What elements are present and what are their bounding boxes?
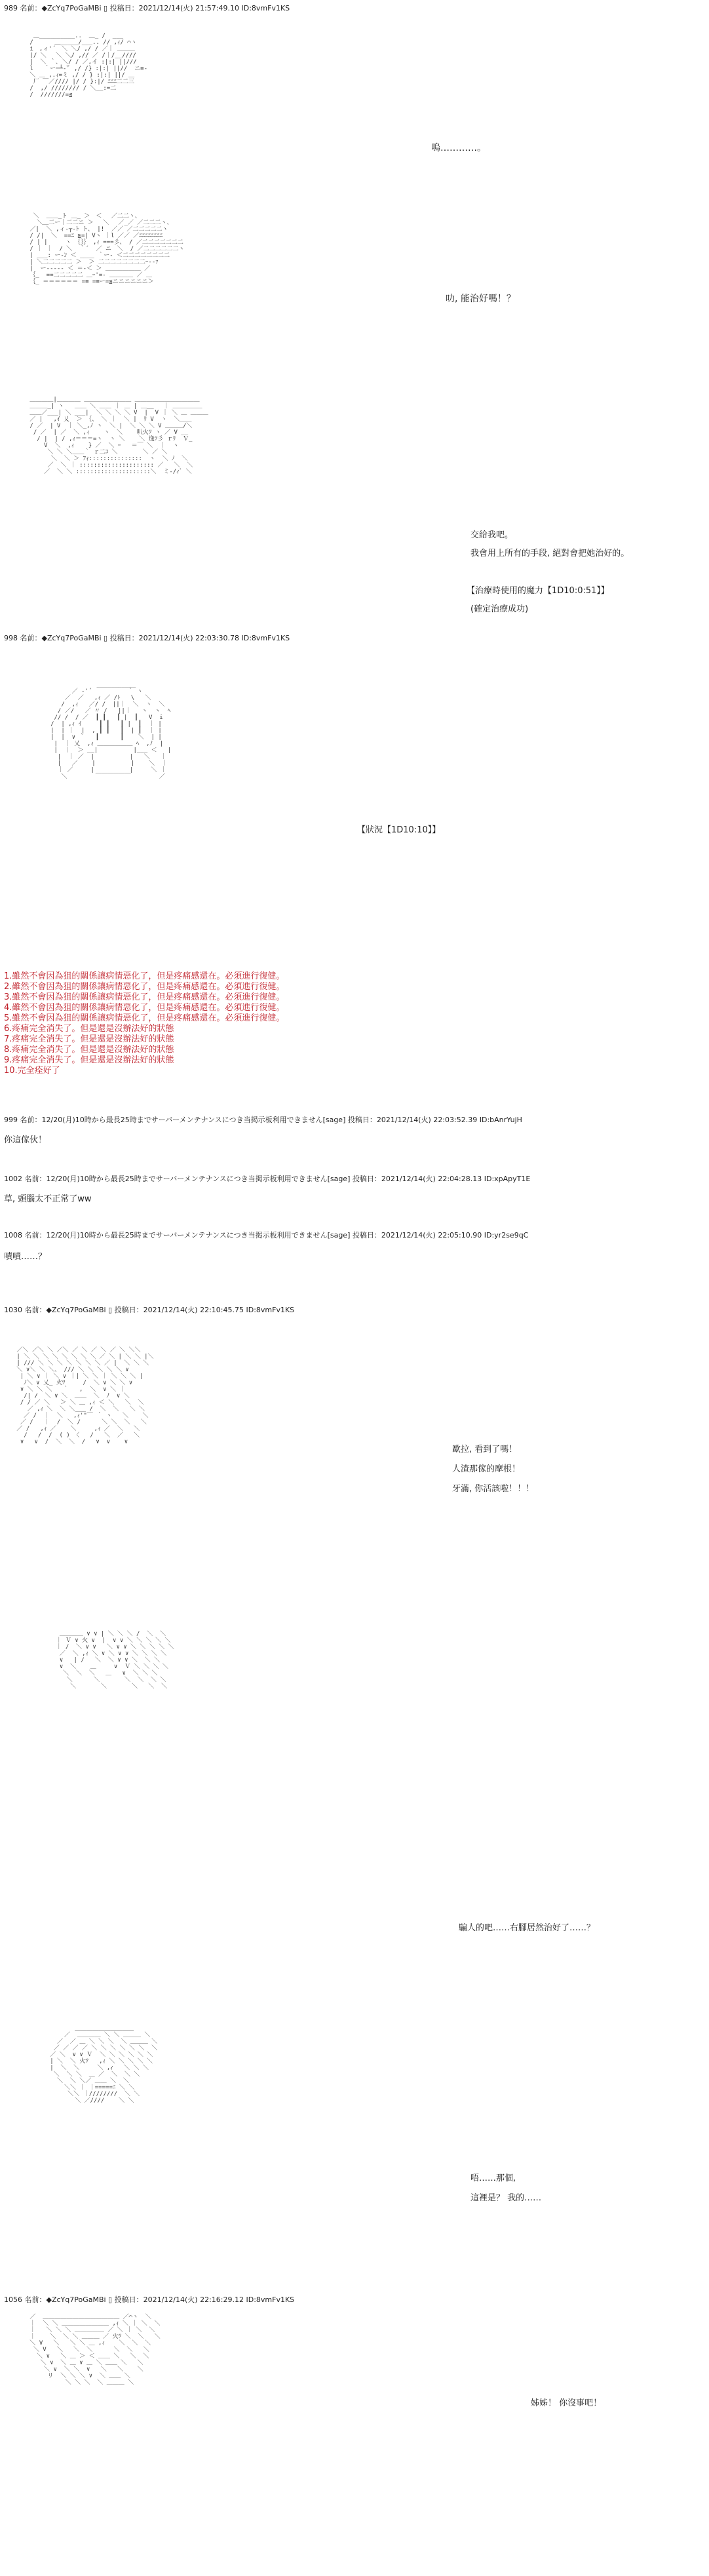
post-1030-line-5: 唔……那個,: [470, 2174, 516, 2183]
post-989-line-2: 叻, 能治好嗎！？: [446, 294, 516, 304]
ascii-art-989-c: ＿＿＿＿|＿＿＿＿ ＿＿＿＿＿＿＿＿ ＿＿＿＿＿＿＿＿＿＿＿ ＿＿＿_| ヽ ＿＿ ＼ ＿＿ ｜ ＿ | ＿__ ｜ ＿＿＿＿＿ ＿＿／___| ＼ ___| ＼ ＼ ＼ ＼ V | V ｜ ＼ ＿ ＿＿＿ ／ | ,ｲ 乂 ＞ ｛、 ＼ ｜ ＼ | ﾘ V ヽ ＼＿＿ / ／ | V ｜ ＼_,ﾉ ヽ ＼ | ＼ ＼ ＼ V ＿＿＿/＼ / ／ | ／ ＼ ,ｨ ヽ ＼ 叭火ﾂ ヽ ／ V __ / | | / ,ｨ＝＝＝=ヽ ヽ ＼ ＼ 逸ﾂ彡 ｒﾘ Ｖ_ V ＼ ,ｨ } ／ ＼ ｰ ＝￣ ＼ ｜ ヽ ＼ ＼ ＼＿＿｀ ｒ二ｺ ＼ ＼ ／ ＼ ＼ ＼ ＞ ﾌｨ::::::::::::::: ヽ ＼ ﾉ ＼ ／ ＼ ｜ ::::::::::::::::::::: ／ ＼ ＼ ／ ＼ ＼ :::::::::::::::::::::＼ ミ-/ｨﾞ ＼: [29, 397, 208, 475]
post-1030-line-1: 歐拉, 看到了嗎！: [452, 1445, 518, 1454]
post-1030-line-6: 這裡是？ 我的……: [470, 2193, 542, 2203]
result-item-9: 9.疼痛完全消失了。但是還是沒辦法好的狀態: [4, 1055, 174, 1065]
result-item-7: 7.疼痛完全消失了。但是還是沒辦法好的狀態: [4, 1034, 174, 1044]
post-1002-body: 草, 頭腦太不正常了ww: [4, 1194, 92, 1204]
result-item-4: 4.雖然不會因為狙的關係讓病情惡化了，但是疼痛感還在。必須進行復健。: [4, 1003, 285, 1013]
result-item-3: 3.雖然不會因為狙的關係讓病情惡化了，但是疼痛感還在。必須進行復健。: [4, 992, 285, 1002]
ascii-art-989-b: ＼ ＿＿_ト ＿_ ＞ ＜ ／二二ヽ、 ＼＿二ー｜二二ニ ＞ ＼ ／_／ ／二二二ヽ、 ／| ＼ ,ィ‐┬‐ﾄ ト、 |! ／／ ／二二二二二ヽ / /| ＼ ==ﾆ ≧=| Vヽ ｜l ／／ ／ﾆﾆﾆﾆﾆﾆﾆﾆ / | | ヽ ｛｝｝ ,ｨ ===彡、 / ／二二二二二二二 / ｜ ｜ / ＼ ｀´ ／ ニ ＼ / ／二二二二二二ヽ | ___: ー‐ﾝ ＜ ____ ｀ー‐ ＜二二二二二二二二 | ＼二二二二二 ＞ ＞ 二二二二二二二二ｰ‐‐ｧ | ー‐‐‐‐‐ ＜ ＝‐＜ ＞ ＿＿＿＿＿＿ ／ ｛_ ==二二二二二 ＿ｰ'=‐ ＿＿＿＿ ／ ＿ ｛_ ＝＝＝＝＝＝ =≡ =≡ー=≦ニニニニニニ＞: [29, 213, 185, 285]
post-999-body: 你這傢伙！: [4, 1135, 47, 1145]
ascii-art-1030-b: ＿＿＿＿ ∨ ∨ | ＼ ＼ ＼ / ＼ ＼ ｜ Ｖ ∨ 火 ∨ | ∨ ∨ ＼ ＼ ＼ ＼ ＼ ｜ / ＼ ∨ ∨ ＼ ∨ ∨ ＼ ＼ ＼ ＼ ＼ ／ ＼ ,ｨ ＼ ∨ ＼ ∨ ∨ ＼ ＼ ＼ ＼ ∨ | / ＼ ＼ ∨ ∨ ＼ ＼ ＼ ∨ ＼ ＿ ∨ Ｖ ＼ ＼ ＼ ＼ ＼ ＼ ＼ ＿ ∨ ＼ ＼ ＼ ＼ ＼ ＼ ＼ ＼ ＼ ＼ ＼ ＼ ＼ ＼: [56, 1631, 174, 1690]
ascii-art-1056: ／ ＿＿＿＿＿＿＿＿＿＿＿＿＿ ／⌒ヽ ＼ ｜ ＼ ＼ ＿＿＿＿＿＿＿＿ ,ｨ ＼ ｜ ＼ ＼ ｜ ＼ ＼ ＼ ＿＿＿＿＿ ／ ＼ ｜ ＼ ＼ ｜ ＼ ＼ ＼ ＿＿＿ ／ 火ﾂ ＼ ＼ ＼ ＼ V ＼ ＼ ＼ ＿ ,ｨ ＼ ＼ ＼ ＼ V ＼ ＼ ＼ ＼ ＼ ＼ ＼ ∨ ＼ ＿ ＞ ＜ ＿＿ ＼ ＼ ＼ ＼ ∨ ＼ ＿ ∨ ＿ ＼ ＿＿ ＼ ＼ ＼ ∨ ＼ ＼ ∨ ＼ ＼ ＼ リ ＼ ＼ ＼ ∨ ＼ ＿＿ ＼ ＼ ＼ ＼ ＼ ＿＿＿ ＼: [29, 2314, 161, 2386]
post-1056-line-1: 姊姊！ 你沒事吧！: [531, 2398, 602, 2408]
post-header-1056: 1056 名前：◆ZcYq7PoGaMBi ▯ 投稿日：2021/12/14(火) 22:16:29.12 ID:8vmFv1KS: [4, 2295, 295, 2304]
ascii-art-989-a: ＿__________.. ＿_ / ___ / ＿_____/___.. // ,ｨ/ ⌒ヽ i ,ィ'´ ＼ ＼/ ,/ / ／｜ ＿＿＿ |/ ＼ ＼ ＼/ ,// ／ /｜/__//// | ＼ ｀､ ＼/ / ／,イ :|:| ||/// l ｀ー─┴‐'ﾞ ,/ /} :|:| ||// ニ≡- ＼ ＿ ,.ｨ=ミ ,/ / } :|:| ||/ ＿ 厂 ￣／//// |/ / }:|/ ﾆﾆﾆ二二三 / ,/ //////// / ＼__:=二 / ///////=≦: [29, 33, 147, 98]
post-1030-line-4: 騙人的吧……右腳居然治好了……？: [459, 1923, 596, 1933]
result-item-10: 10.完全痊好了: [4, 1066, 60, 1076]
post-989-line-5: 【治療時使用的魔力【1D10:0:51】】: [467, 586, 609, 596]
post-header-989: 989 名前：◆ZcYq7PoGaMBi ▯ 投稿日：2021/12/14(火) 21:57:49.10 ID:8vmFv1KS: [4, 4, 290, 12]
ascii-art-1030-c: ＿＿＿＿＿＿＿＿＿＿ ／ ＿＿＿＿ ＼ ＼ ＿＿＿ ＼ ／ ／ ＿ ＼ ＼ ＼ ＼ ＿＿＿ ＼ ／ ／ ／ ／ ＼ ＼ ＼ ＼ ＼ ＼ ＼ ／ ＼ ∨ ∨ Ｖ ＼ ＼ ＼ ＼ ＼ ＼ | ＼ ＼ 火ﾂ ,ｨ ＼ ＼ ＼ ＼ ＼ | ＼ ＼ ＼ ,ｨ ＼ ＼ ＼ ＼ ＼ ＼ ＿ ／ ＼ ＼ ＼ ＼ ＼ ＼／ ＿＿ ＼ ＼ ＼＼ ｜ ｜=====ﾆ ＼ ＼ ＼＼ ｜//////// ＼ ＼ ＼ ／//// ＼ ＼: [50, 2025, 158, 2104]
post-1030-line-3: 牙滿, 你活該啦！！！: [452, 1484, 535, 1494]
result-item-1: 1.雖然不會因為狙的關係讓病情惡化了，但是疼痛感還在。必須進行復健。: [4, 971, 285, 981]
post-998-status: 【狀況【1D10:10】】: [357, 825, 441, 835]
result-item-5: 5.雖然不會因為狙的關係讓病情惡化了，但是疼痛感還在。必須進行復健。: [4, 1013, 285, 1023]
post-header-999: 999 名前：12/20(月)10時から最長25時までサーバーメンテナンスにつき当掲示板利用できません[sage] 投稿日：2021/12/14(火) 22:03:52.39 ID:bAnrYujH: [4, 1116, 522, 1124]
post-1030-line-2: 人渣那傢的摩根！: [452, 1464, 521, 1474]
post-1008-body: 嘖嘖……？: [4, 1252, 47, 1262]
result-item-8: 8.疼痛完全消失了。但是還是沒辦法好的狀態: [4, 1045, 174, 1055]
post-989-line-1: 嗚…………。: [431, 143, 486, 153]
ascii-art-998: ___________ ／ ‐'´ ｀ ヽ ／ ／ ,ｨ ／ /ﾄ \ ＼ / ,ｨ ／/ / ||｜ ＼ ヽ ＼ / ／/ ／ 〃 / ||｜ ヽ ヽ ﾍ // / / ／ ┃ ┃ ┃ | ┃ V i / | ,ｨ ｲ ┃ ┃ ┃ | ┃ ｜ | | | ｜ | , ┃ ┃ ┃ | ┃ ｜ | | | ∨ ｀ ┃ ┃ ＼ | | | ｜ 乂 ,ｨ ＿＿＿＿＿＿ ﾍ ,ﾉ | | ｜ ＞ __| |___ ＜ | | ｜ ／ | | ＼ ｜ | ／ | | ＼ ｜ ｜ ／ | | ＼ ｜ ＼ ￣￣￣￣￣￣ ／: [50, 682, 172, 780]
post-989-line-6: (確定治療成功): [470, 604, 529, 614]
ascii-art-1030-a: ／＼ ／＼ ＼ ／＼ ／ ＼ ／ ＼ ／ ＼ ＼＼ | ＼ ＼ ＼ ＼ ＼ ＼ ＼ ＼ ／ ＼ | ＼ ＼ |＼ | /// ＼ ＼ ＼ ＼ ＼ ＼ ＼ ／ | ＼ ＼ ＼ ＼ ∨＼ ＼ ＼、 /// ＼ ＼ ＼ ＼ ＼ ∨ | ＼ ∨ ｜ ＼ ∨ ｜| ＼ ＼ ｜ ＼ ＼ ＼ | ﾉ＼ ∨ 乂_ 火ﾂ / ＼ ∨ ＼ ＼ ∨ ∨ ＼ ＼ ＼ ｀ , ＼ ∨ ＼ ｜ /| / ＼ ∨ ＼ ＿＿ ＼ ﾉ ∨ ＼ / / ／ ＼ ＞ ＼ ＿ ,ｨ ＜ ＼ ＼ ＼ ／ ,ｨ ＼ ＼ ＼___ / ＼ ＼ ＼ ＼ ／ / ｜ ＼ ,ｨ'"￣ ｀ ヽ ＼ ＼ ／ / ｜ / ＼ / ＼ ＼ ＼ ＼ ／ / ,ｨ ／ ＼ ,ｨ ／ ＼ ＼ / / / ( ) 〈 / ＼ ／ ＼ ∨ ∨ / ＼ ＼ / ∨ ∨ ∨: [16, 1347, 154, 1445]
result-item-2: 2.雖然不會因為狙的關係讓病情惡化了，但是疼痛感還在。必須進行復健。: [4, 982, 285, 992]
result-item-6: 6.疼痛完全消失了。但是還是沒辦法好的狀態: [4, 1024, 174, 1034]
result-list-998: [4, 971, 284, 1076]
post-header-1002: 1002 名前：12/20(月)10時から最長25時までサーバーメンテナンスにつき当掲示板利用できません[sage] 投稿日：2021/12/14(火) 22:04:28.13 ID:xpApyT1E: [4, 1175, 531, 1183]
post-header-1030: 1030 名前：◆ZcYq7PoGaMBi ▯ 投稿日：2021/12/14(火) 22:10:45.75 ID:8vmFv1KS: [4, 1306, 295, 1314]
post-989-line-4: 我會用上所有的手段, 絕對會把她治好的。: [470, 549, 630, 558]
post-989-line-3: 交給我吧。: [470, 530, 514, 540]
post-header-1008: 1008 名前：12/20(月)10時から最長25時までサーバーメンテナンスにつき当掲示板利用できません[sage] 投稿日：2021/12/14(火) 22:05:10.90 ID:yr2se9qC: [4, 1231, 529, 1239]
post-header-998: 998 名前：◆ZcYq7PoGaMBi ▯ 投稿日：2021/12/14(火) 22:03:30.78 ID:8vmFv1KS: [4, 634, 290, 642]
